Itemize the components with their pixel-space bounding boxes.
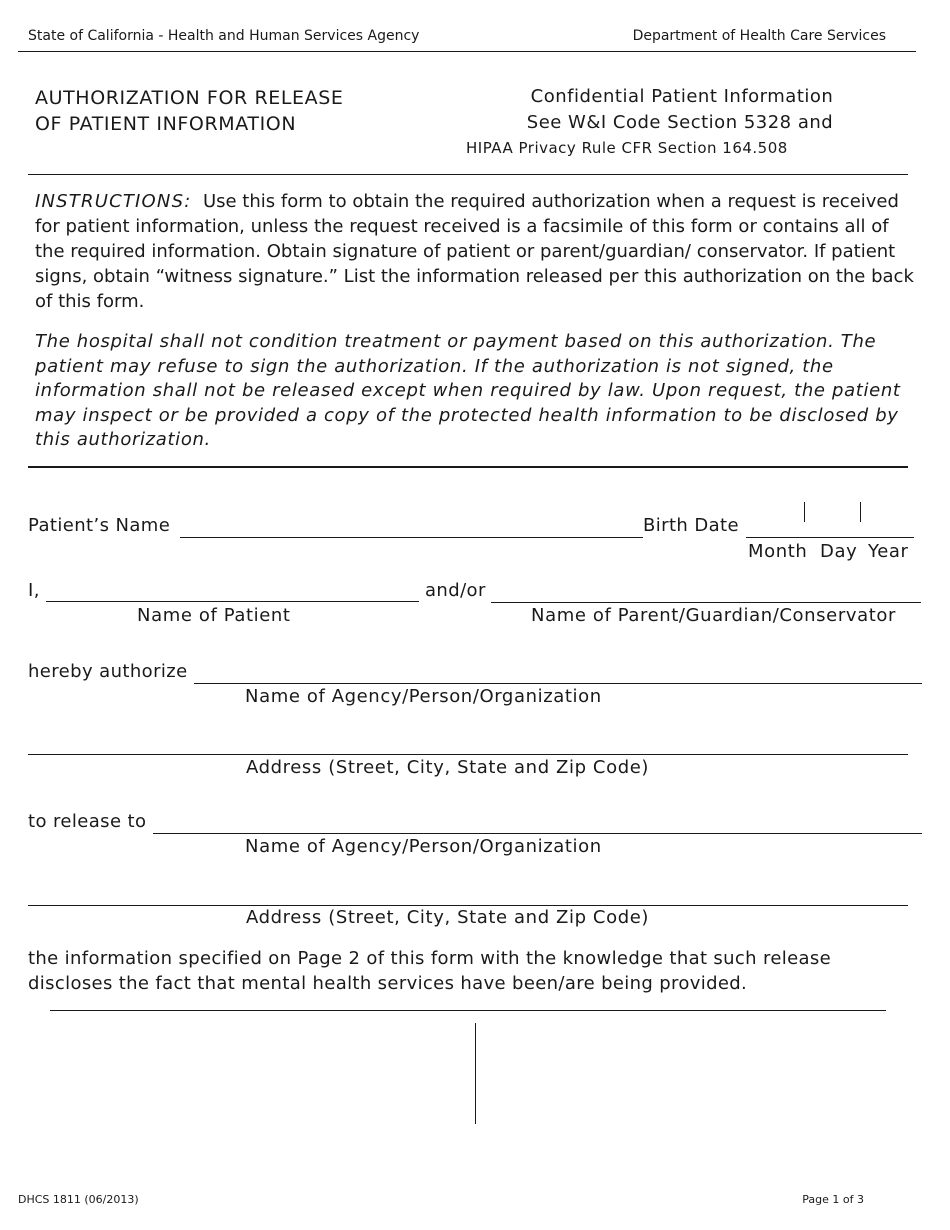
birth-year-caption: Year: [868, 541, 909, 562]
birth-month-caption: Month: [748, 541, 808, 562]
notice-divider: [28, 466, 908, 468]
i-label: I,: [28, 580, 40, 601]
form-title-line2: OF PATIENT INFORMATION: [35, 113, 297, 135]
release-agency-field[interactable]: [153, 833, 922, 834]
hereby-authorize-label: hereby authorize: [28, 661, 188, 682]
birth-date-divider-month-day: [804, 502, 805, 522]
patients-name-label: Patient’s Name: [28, 515, 171, 536]
authorized-agency-field[interactable]: [194, 683, 922, 684]
birth-date-field[interactable]: [746, 537, 914, 538]
department-header: Department of Health Care Services: [632, 28, 886, 44]
page-number: Page 1 of 3: [802, 1193, 864, 1206]
parent-guardian-field[interactable]: [491, 602, 921, 603]
authorized-address-field[interactable]: [28, 754, 908, 755]
title-divider: [28, 174, 908, 175]
instructions-text: Use this form to obtain the required authorization when a request is received for patient information, unless the request received is a facsimile of this form or contains all of the required information. Obtain signature of patient or parent/guardian/ conservator. If patient signs, obtain “witness signature.” List the information released per this authorization on the back of this form.: [35, 191, 914, 312]
name-of-patient-caption: Name of Patient: [137, 605, 291, 626]
signature-column-divider: [475, 1023, 476, 1124]
release-to-label: to release to: [28, 811, 147, 832]
header-divider: [18, 51, 916, 52]
release-agency-caption: Name of Agency/Person/Organization: [245, 836, 602, 857]
form-number: DHCS 1811 (06/2013): [18, 1193, 139, 1206]
release-address-caption: Address (Street, City, State and Zip Code): [246, 907, 650, 928]
patients-name-field[interactable]: [180, 537, 643, 538]
closing-paragraph: the information specified on Page 2 of this form with the knowledge that such release discloses the fact that mental health services have been/are being provided.: [28, 948, 832, 994]
authorization-notice: The hospital shall not condition treatment or payment based on this authorization. The patient may refuse to sign the authorization. If the authorization is not signed, the information shall not be released except when required by law. Upon request, the patient may inspect or be provided a copy of the protected health information to be disclosed by this authorization.: [35, 331, 901, 450]
form-title-line1: AUTHORIZATION FOR RELEASE: [35, 87, 344, 109]
signature-section-divider: [50, 1010, 886, 1011]
confidential-line2: See W&I Code Section 5328 and: [526, 112, 834, 133]
birth-day-caption: Day: [820, 541, 858, 562]
birth-date-divider-day-year: [860, 502, 861, 522]
hipaa-reference: HIPAA Privacy Rule CFR Section 164.508: [466, 139, 788, 157]
andor-label: and/or: [425, 580, 486, 601]
instructions-label: INSTRUCTIONS:: [35, 191, 192, 212]
birth-date-label: Birth Date: [643, 515, 739, 536]
name-of-patient-field[interactable]: [46, 601, 419, 602]
parent-guardian-caption: Name of Parent/Guardian/Conservator: [531, 605, 896, 626]
instructions-block: [35, 189, 915, 314]
release-address-field[interactable]: [28, 905, 908, 906]
authorized-address-caption: Address (Street, City, State and Zip Code): [246, 757, 650, 778]
confidential-line1: Confidential Patient Information: [530, 86, 834, 107]
agency-header: State of California - Health and Human Services Agency: [28, 28, 420, 44]
authorized-agency-caption: Name of Agency/Person/Organization: [245, 686, 602, 707]
form-title: [35, 85, 344, 137]
